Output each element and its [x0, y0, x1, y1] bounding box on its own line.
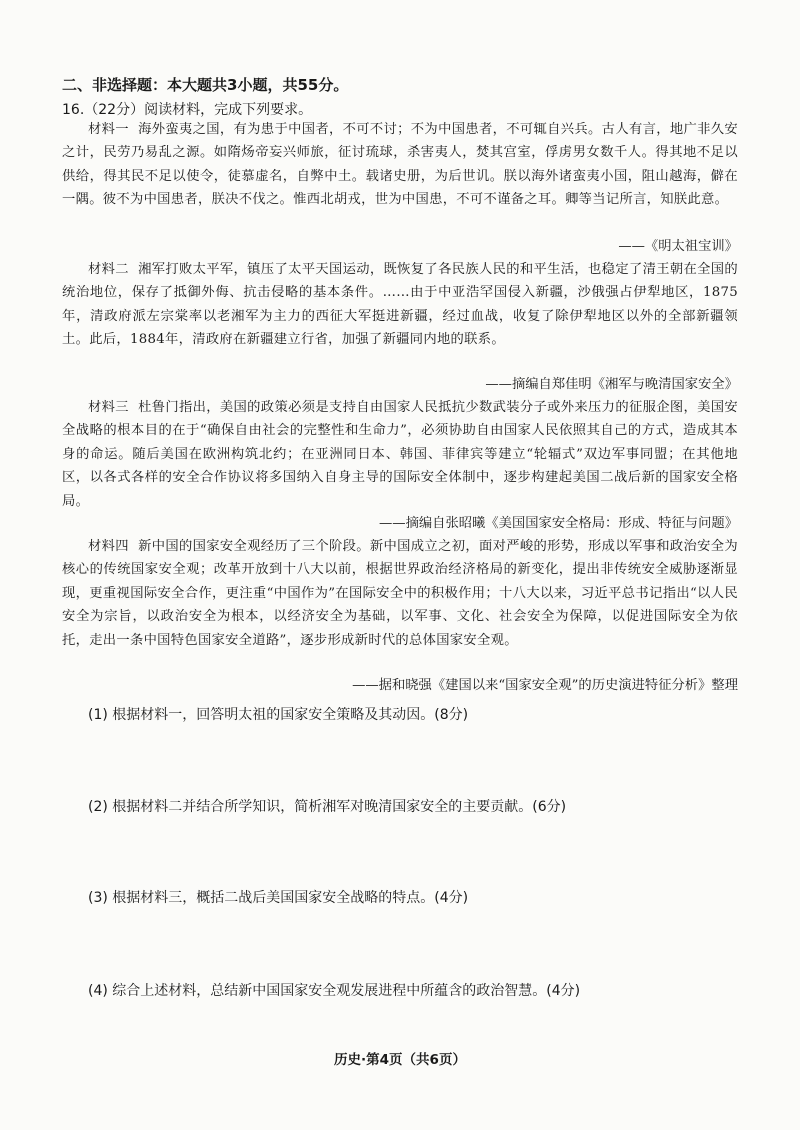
material-source: ——摘编自张昭曦《美国国家安全格局：形成、特征与问题》 [378, 516, 738, 531]
sub-question-3: (3) 根据材料三，概括二战后美国国家安全战略的特点。(4分) [88, 890, 469, 906]
sub-question-4: (4) 综合上述材料，总结新中国国家安全观发展进程中所蕴含的政治智慧。(4分) [88, 983, 581, 999]
material-4 [62, 535, 738, 652]
material-3 [62, 396, 738, 513]
material-source: ——摘编自郑佳明《湘军与晚清国家安全》 [485, 377, 738, 392]
material-text: 海外蛮夷之国，有为患于中国者，不可不讨；不为中国患者，不可辄自兴兵。古人有言，地广非久安之计，民劳乃易乱之源。如隋炀帝妄兴师旅，征讨琉球，杀害夷人，焚其宫室，俘虏男女数千人。得其地不足以供给，得其民不足以使令，徒慕虚名，自弊中土。载诸史册，为后世讥。朕以海外诸蛮夷小国，阻山越海，僻在一隅。彼不为中国患者，朕决不伐之。惟西北胡戎，世为中国患，不可不谨备之耳。卿等当记所言，知朕此意。 [62, 122, 738, 208]
material-label: 材料四 [88, 539, 129, 554]
material-text: 新中国的国家安全观经历了三个阶段。新中国成立之初，面对严峻的形势，形成以军事和政治安全为核心的传统国家安全观；改革开放到十八大以前，根据世界政治经济格局的新变化，提出非传统安全威胁逐渐显现，更重视国际安全合作，更注重“中国作为”在国际安全中的积极作用；十八大以来，习近平总书记指出“以人民安全为宗旨，以政治安全为根本，以经济安全为基础，以军事、文化、社会安全为保障，以促进国际安全为依托，走出一条中国特色国家安全道路”，逐步形成新时代的总体国家安全观。 [62, 539, 738, 648]
material-2 [62, 258, 738, 352]
material-1 [62, 118, 738, 212]
sub-question-1: (1) 根据材料一，回答明太祖的国家安全策略及其动因。(8分) [88, 707, 469, 723]
material-label: 材料三 [88, 400, 129, 415]
material-source: ——据和晓强《建国以来“国家安全观”的历史演进特征分析》整理 [352, 678, 738, 693]
material-text: 杜鲁门指出，美国的政策必须是支持自由国家人民抵抗少数武装分子或外来压力的征服企图，美国安全战略的根本目的在于“确保自由社会的完整性和生命力”，必须协助自由国家人民依照其自己的方式，造成其本身的命运。随后美国在欧洲构筑北约；在亚洲同日本、韩国、菲律宾等建立“轮辐式”双边军事同盟；在其他地区，以各式各样的安全合作协议将多国纳入自身主导的国际安全体制中，逐步构建起美国二战后新的国家安全格局。 [62, 400, 738, 509]
material-source: ——《明太祖宝训》 [618, 239, 738, 254]
material-text: 湘军打败太平军，镇压了太平天国运动，既恢复了各民族人民的和平生活，也稳定了清王朝在全国的统治地位，保存了抵御外侮、抗击侵略的基本条件。……由于中亚浩罕国侵入新疆，沙俄强占伊犁地区，1875年，清政府派左宗棠率以老湘军为主力的西征大军挺进新疆，经过血战，收复了除伊犁地区以外的全部新疆领土。此后，1884年，清政府在新疆建立行省，加强了新疆同内地的联系。 [62, 262, 738, 348]
material-label: 材料一 [88, 122, 129, 137]
material-label: 材料二 [88, 262, 129, 277]
question-header: 16.（22分）阅读材料，完成下列要求。 [62, 102, 313, 118]
sub-question-2: (2) 根据材料二并结合所学知识，简析湘军对晚清国家安全的主要贡献。(6分) [88, 799, 567, 815]
section-title: 二、非选择题：本大题共3小题，共55分。 [62, 76, 349, 94]
page-footer: 历史·第4页（共6页） [334, 1052, 466, 1068]
